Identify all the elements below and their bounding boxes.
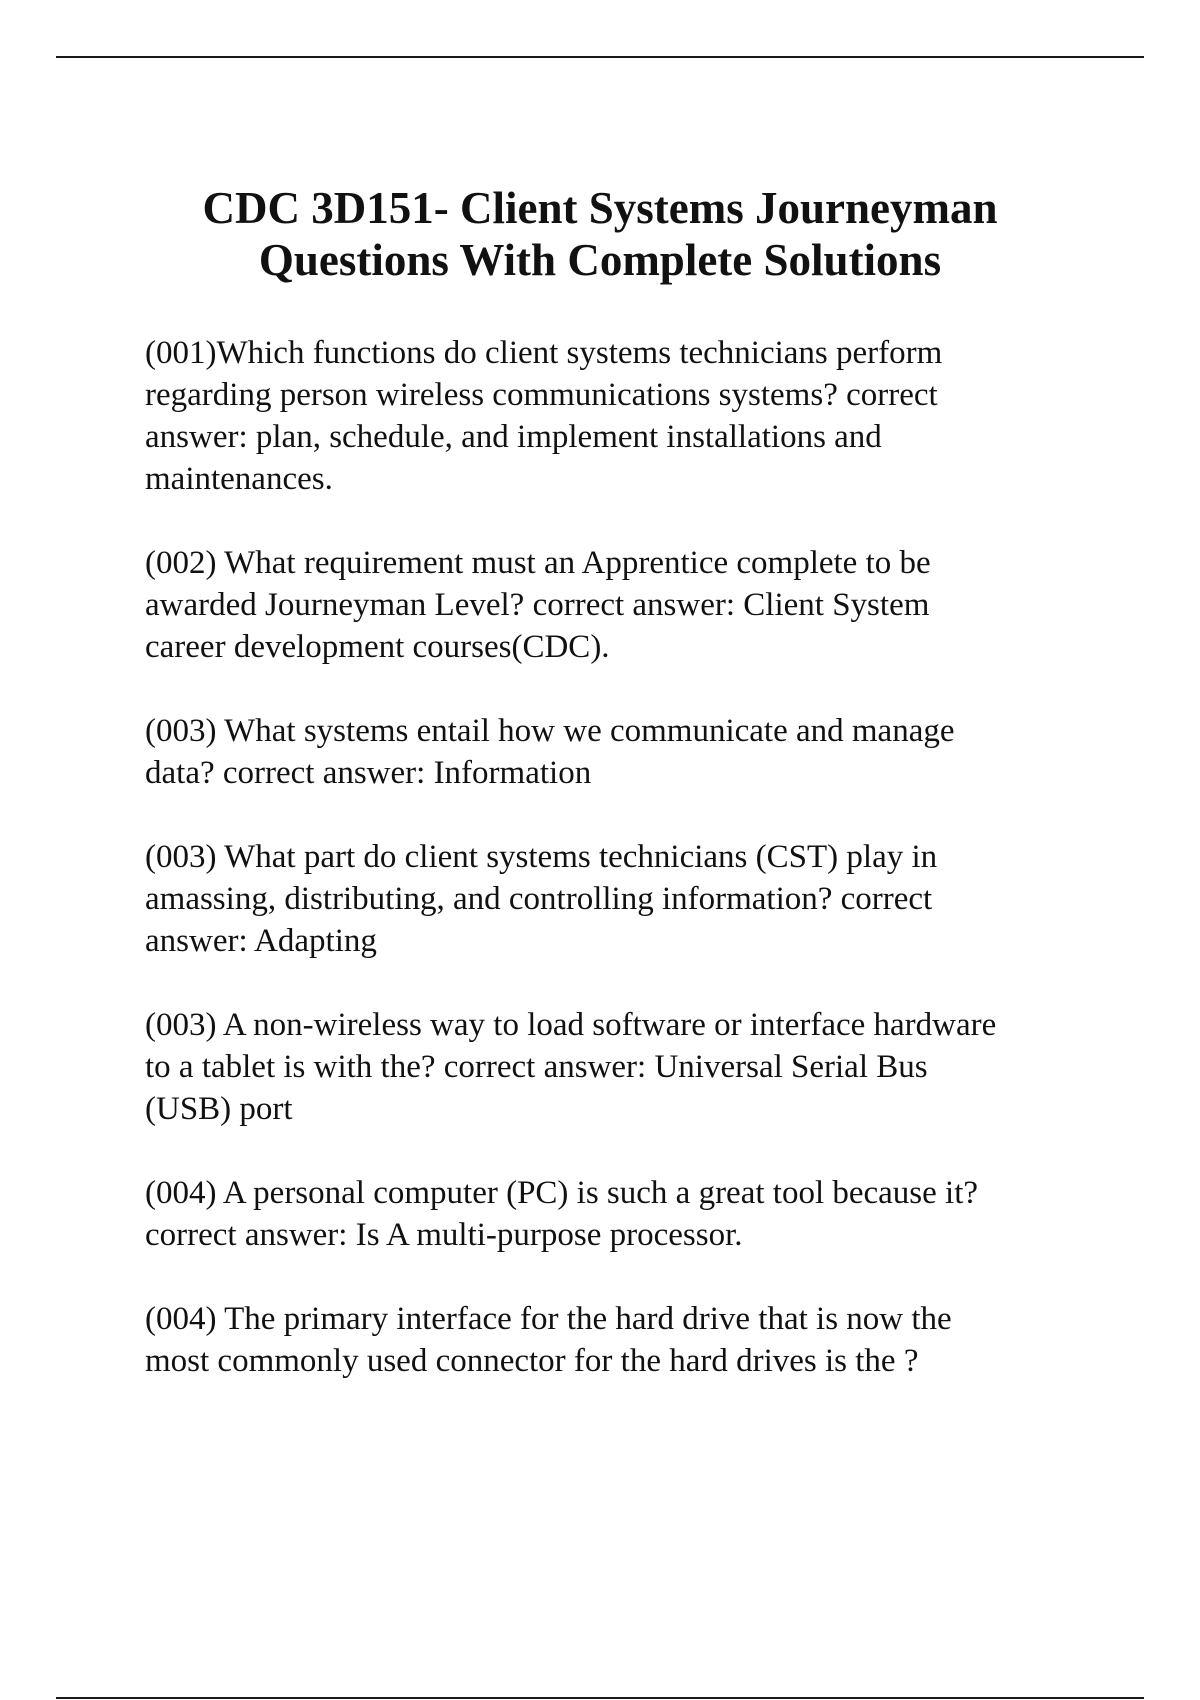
title-line-1: CDC 3D151- Client Systems Journeyman (202, 183, 998, 233)
question-line: regarding person wireless communications systems? correct (145, 377, 938, 413)
question-line: awarded Journeyman Level? correct answer: Client System (145, 587, 930, 623)
question-line: (002) What requirement must an Apprentice complete to be (145, 545, 931, 581)
question-004b (145, 1298, 1105, 1382)
question-line: most commonly used connector for the hard drives is the ? (145, 1343, 919, 1379)
question-line: maintenances. (145, 461, 333, 497)
question-004a (145, 1172, 1105, 1256)
question-003a (145, 710, 1105, 794)
question-list (145, 332, 1105, 1424)
question-line: correct answer: Is A multi-purpose processor. (145, 1217, 743, 1253)
question-line: (USB) port (145, 1091, 293, 1127)
question-001 (145, 332, 1105, 500)
question-003b (145, 836, 1105, 962)
question-line: career development courses(CDC). (145, 629, 610, 665)
question-line: answer: plan, schedule, and implement installations and (145, 419, 882, 455)
question-line: to a tablet is with the? correct answer: Universal Serial Bus (145, 1049, 928, 1085)
question-line: amassing, distributing, and controlling information? correct (145, 881, 933, 917)
question-line: (001)Which functions do client systems technicians perform (145, 335, 943, 371)
question-line: (003) What systems entail how we communicate and manage (145, 713, 955, 749)
document-title (100, 182, 1100, 286)
question-003c (145, 1004, 1105, 1130)
question-line: (004) A personal computer (PC) is such a great tool because it? (145, 1175, 979, 1211)
bottom-divider (56, 1697, 1144, 1699)
question-002 (145, 542, 1105, 668)
top-divider (56, 56, 1144, 58)
question-line: (003) What part do client systems technicians (CST) play in (145, 839, 938, 875)
question-line: (004) The primary interface for the hard drive that is now the (145, 1301, 952, 1337)
title-line-2: Questions With Complete Solutions (258, 235, 942, 285)
question-line: data? correct answer: Information (145, 755, 592, 791)
question-line: answer: Adapting (145, 923, 377, 959)
question-line: (003) A non-wireless way to load software or interface hardware (145, 1007, 997, 1043)
